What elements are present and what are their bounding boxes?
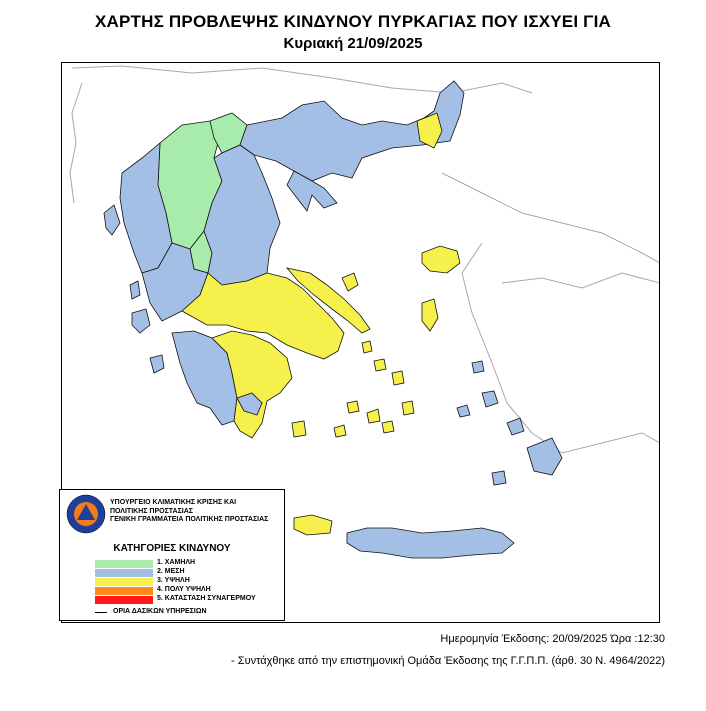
- region-medium-crete: [347, 528, 514, 558]
- legend-panel: [59, 489, 285, 621]
- ministry-line-2: ΠΟΛΙΤΙΚΗΣ ΠΡΟΣΤΑΣΙΑΣ: [110, 507, 193, 515]
- legend-label-high: 3. ΥΨΗΛΗ: [157, 577, 190, 584]
- legend-border-label: ΟΡΙΑ ΔΑΣΙΚΩΝ ΥΠΗΡΕΣΙΩΝ: [113, 608, 207, 615]
- legend-label-alarm: 5. ΚΑΤΑΣΤΑΣΗ ΣΥΝΑΓΕΡΜΟΥ: [157, 595, 256, 602]
- legend-border-line: [95, 612, 107, 613]
- legend-label-medium: 2. ΜΕΣΗ: [157, 568, 185, 575]
- region-medium-zakynthos: [150, 355, 164, 373]
- region-medium-lefkada: [130, 281, 140, 299]
- legend-swatch-alarm: [95, 596, 153, 604]
- region-medium-kefalonia: [132, 309, 150, 333]
- credit-text: - Συντάχθηκε από την επιστημονική Ομάδα Έκδοσης της Γ.Γ.Π.Π. (άρθ. 30 Ν. 4964/2022): [231, 655, 665, 667]
- ministry-line-3: ΓΕΝΙΚΗ ΓΡΑΜΜΑΤΕΙΑ ΠΟΛΙΤΙΚΗΣ ΠΡΟΣΤΑΣΙΑΣ: [110, 516, 269, 523]
- map-date: Κυριακή 21/09/2025: [283, 35, 423, 52]
- ministry-text: [110, 499, 268, 525]
- ministry-line-1: ΥΠΟΥΡΓΕΙΟ ΚΛΙΜΑΤΙΚΗΣ ΚΡΙΣΗΣ ΚΑΙ: [110, 499, 237, 506]
- region-high-lesvos: [422, 246, 460, 273]
- region-medium-dodecanese: [457, 361, 562, 485]
- legend-swatch-very-high: [95, 587, 153, 595]
- region-medium-corfu: [104, 205, 120, 235]
- civil-protection-logo-icon: [66, 494, 106, 534]
- legend-swatch-high: [95, 578, 153, 586]
- legend-label-very-high: 4. ΠΟΛΥ ΥΨΗΛΗ: [157, 586, 211, 593]
- legend-label-low: 1. ΧΑΜΗΛΗ: [157, 559, 196, 566]
- region-high-lemnos: [342, 273, 358, 291]
- region-high-cyclades: [292, 341, 414, 535]
- map-title: ΧΑΡΤΗΣ ΠΡΟΒΛΕΨΗΣ ΚΙΝΔΥΝΟΥ ΠΥΡΚΑΓΙΑΣ ΠΟΥ ΙΣΧΥΕΙ ΓΙΑ: [94, 12, 611, 31]
- legend-swatch-medium: [95, 569, 153, 577]
- issue-date-text: Ημερομηνία Έκδοσης: 20/09/2025 Ώρα :12:30: [440, 633, 665, 645]
- legend-swatch-low: [95, 560, 153, 568]
- legend-title: ΚΑΤΗΓΟΡΙΕΣ ΚΙΝΔΥΝΟΥ: [113, 543, 231, 554]
- region-high-chios: [422, 299, 438, 331]
